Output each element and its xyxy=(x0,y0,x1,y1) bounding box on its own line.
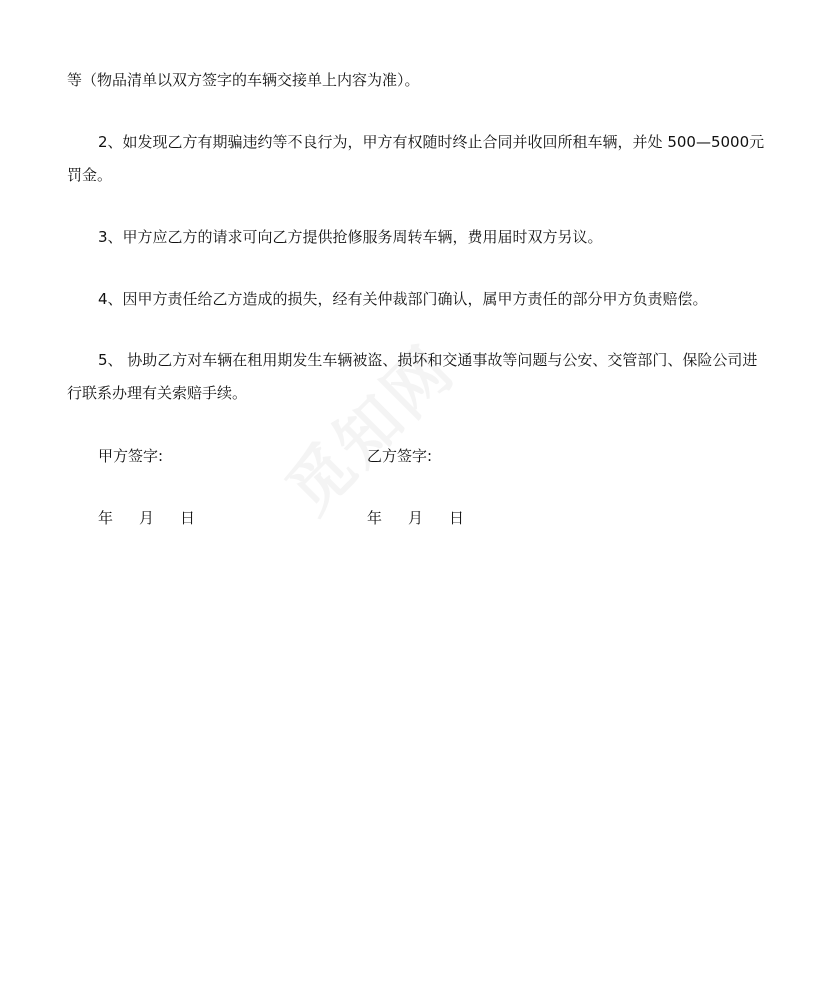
paragraph-continuation: 等（物品清单以双方签字的车辆交接单上内容为准）。 xyxy=(67,71,420,89)
date-month: 月 xyxy=(408,509,424,527)
party-b-signature-label: 乙方签字: xyxy=(367,447,433,465)
clause-5: 5、 协助乙方对车辆在租用期发生车辆被盗、损坏和交通事故等问题与公安、交管部门、保险公司进行联系办理有关索赔手续。 xyxy=(67,351,758,402)
party-b-date xyxy=(367,507,464,529)
date-month: 月 xyxy=(139,509,155,527)
date-day: 日 xyxy=(180,509,196,527)
party-a-date xyxy=(98,507,195,529)
clause-4: 4、因甲方责任给乙方造成的损失，经有关仲裁部门确认，属甲方责任的部分甲方负责赔偿。 xyxy=(98,290,708,308)
date-year: 年 xyxy=(98,509,114,527)
date-day: 日 xyxy=(449,509,465,527)
party-a-signature-label: 甲方签字: xyxy=(98,447,164,465)
clause-3: 3、甲方应乙方的请求可向乙方提供抢修服务周转车辆，费用届时双方另议。 xyxy=(98,228,603,246)
clause-2: 2、如发现乙方有期骗违约等不良行为，甲方有权随时终止合同并收回所租车辆，并处 500—5000元罚金。 xyxy=(67,133,765,184)
date-year: 年 xyxy=(367,509,383,527)
